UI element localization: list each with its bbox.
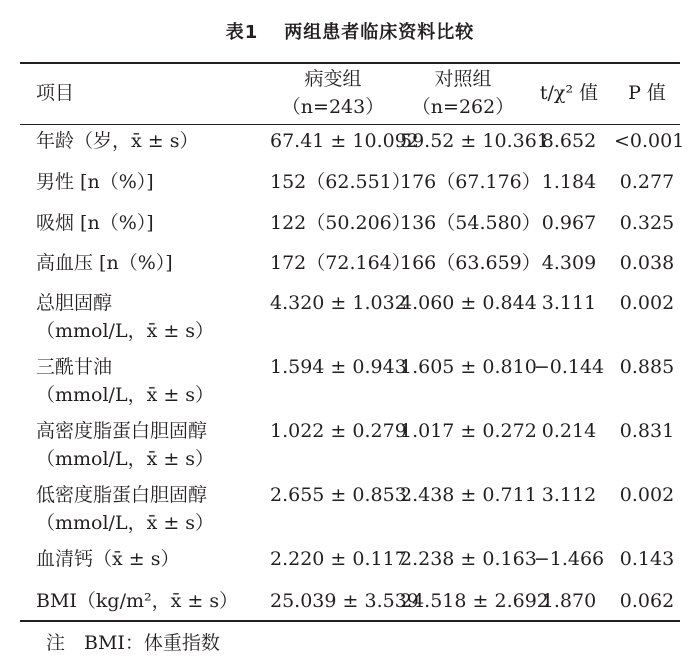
- header-control-n: （n=262）: [411, 96, 515, 118]
- row-label: 低密度脂蛋白胆固醇: [36, 484, 208, 506]
- row-label: 高血压 [n（%）]: [36, 252, 173, 274]
- header-rule: [20, 124, 680, 125]
- statistic-value: 0.967: [541, 212, 597, 234]
- control-value: 2.438 ± 0.711: [400, 484, 537, 506]
- case-value: 67.41 ± 10.092: [270, 130, 419, 152]
- statistic-value: 3.111: [541, 292, 597, 314]
- case-value: 2.655 ± 0.853: [270, 484, 407, 506]
- case-value: 1.594 ± 0.943: [270, 356, 407, 378]
- header-case-group: 病变组: [304, 68, 362, 90]
- row-label-unit: （mmol/L，x̄ ± s）: [36, 384, 215, 406]
- control-value: 166（63.659）: [400, 252, 541, 274]
- table-caption: [0, 18, 700, 44]
- row-label-unit: （mmol/L，x̄ ± s）: [36, 320, 215, 342]
- header-control-group: 对照组: [434, 68, 492, 90]
- case-value: 152（62.551）: [270, 171, 411, 193]
- control-value: 1.605 ± 0.810: [400, 356, 537, 378]
- p-value: 0.885: [619, 356, 675, 378]
- p-value: 0.325: [619, 212, 675, 234]
- case-value: 25.039 ± 3.539: [270, 590, 419, 612]
- p-value: 0.002: [619, 292, 675, 314]
- row-label: 总胆固醇: [36, 292, 113, 314]
- statistic-value: 1.870: [541, 590, 597, 612]
- header-statistic: t/χ² 值: [539, 82, 599, 104]
- case-value: 122（50.206）: [270, 212, 411, 234]
- case-value: 2.220 ± 0.117: [270, 548, 407, 570]
- p-value: 0.277: [619, 171, 675, 193]
- statistic-value: −0.144: [533, 356, 605, 378]
- statistic-value: 1.184: [541, 171, 597, 193]
- control-value: 59.52 ± 10.361: [400, 130, 549, 152]
- row-label: 男性 [n（%）]: [36, 171, 154, 193]
- row-label-unit: （mmol/L，x̄ ± s）: [36, 512, 215, 534]
- table-title: 两组患者临床资料比较: [284, 22, 475, 43]
- row-label: 吸烟 [n（%）]: [36, 212, 154, 234]
- p-value: 0.002: [619, 484, 675, 506]
- row-label: 三酰甘油: [36, 356, 113, 378]
- case-value: 4.320 ± 1.032: [270, 292, 407, 314]
- case-value: 172（72.164）: [270, 252, 411, 274]
- row-label: 高密度脂蛋白胆固醇: [36, 420, 208, 442]
- row-label: 血清钙（x̄ ± s）: [36, 548, 180, 570]
- p-value: 0.038: [619, 252, 675, 274]
- statistic-value: 4.309: [541, 252, 597, 274]
- top-rule: [20, 62, 680, 64]
- control-value: 1.017 ± 0.272: [400, 420, 537, 442]
- row-label: 年龄（岁，x̄ ± s）: [36, 130, 199, 152]
- table-number: 表1: [225, 22, 259, 43]
- p-value: 0.831: [619, 420, 675, 442]
- statistic-value: −1.466: [533, 548, 605, 570]
- header-item: 项目: [36, 82, 75, 104]
- table-footnote: 注 BMI：体重指数: [46, 632, 220, 654]
- control-value: 176（67.176）: [400, 171, 541, 193]
- statistic-value: 3.112: [541, 484, 597, 506]
- row-label: BMI（kg/m²，x̄ ± s）: [36, 590, 239, 612]
- control-value: 136（54.580）: [400, 212, 541, 234]
- bottom-rule: [20, 620, 680, 622]
- p-value: <0.001: [614, 130, 685, 152]
- control-value: 24.518 ± 2.692: [400, 590, 549, 612]
- p-value: 0.143: [619, 548, 675, 570]
- p-value: 0.062: [619, 590, 675, 612]
- control-value: 2.238 ± 0.163: [400, 548, 537, 570]
- row-label-unit: （mmol/L，x̄ ± s）: [36, 448, 215, 470]
- case-value: 1.022 ± 0.279: [270, 420, 407, 442]
- header-case-n: （n=243）: [281, 96, 385, 118]
- control-value: 4.060 ± 0.844: [400, 292, 537, 314]
- statistic-value: 8.652: [541, 130, 597, 152]
- header-p-value: P 值: [628, 82, 666, 104]
- statistic-value: 0.214: [541, 420, 597, 442]
